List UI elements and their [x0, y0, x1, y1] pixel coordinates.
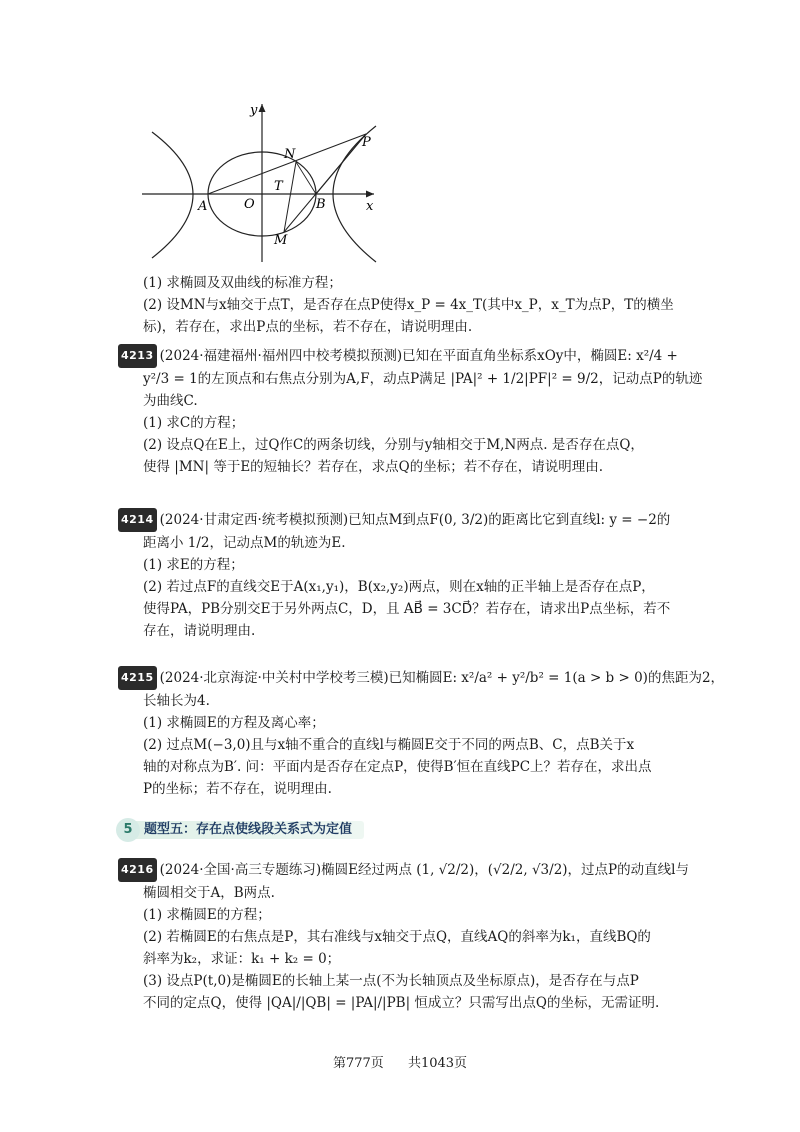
problem-line: P的坐标；若不存在，说明理由.: [143, 781, 332, 797]
top-questions: [143, 272, 683, 338]
problem-line: (2) 若过点F的直线交E于A(x₁,y₁)，B(x₂,y₂)两点，则在x轴的正半轴上是否存在点P，: [143, 579, 655, 595]
problem-4215: [118, 666, 725, 800]
line-mn: [284, 162, 296, 232]
line-bn: [296, 162, 316, 194]
problem-line: 斜率为k₂，求证：k₁ + k₂ = 0；: [143, 951, 341, 967]
total-pages: 共1043页: [407, 1056, 468, 1071]
problem-number-badge: 4215: [118, 666, 157, 690]
label-y: y: [250, 103, 258, 118]
question-line: (2) 设MN与x轴交于点T，是否存在点P使得x_P = 4x_T(其中x_P，x_T为点P，T的横坐: [143, 297, 674, 313]
problem-line: 使得PA，PB分别交E于另外两点C，D，且 AB⃗ = 3CD⃗？若存在，请求出P点坐标，若不: [143, 601, 671, 617]
problem-line: (2024·北京海淀·中关村中学校考三模)已知椭圆E: x²/a² + y²/b² = 1(a > b > 0)的焦距为2，: [159, 670, 725, 686]
problem-line: 不同的定点Q，使得 |QA|/|QB| = |PA|/|PB| 恒成立？只需写出点Q的坐标，无需证明.: [143, 995, 660, 1011]
page-footer: [0, 1052, 800, 1071]
problem-line: 存在，请说明理由.: [143, 623, 256, 639]
ellipse-hyperbola-figure: [138, 96, 388, 266]
section-title: 题型五：存在点使线段关系式为定值: [130, 821, 364, 839]
problem-number-badge: 4214: [118, 508, 157, 532]
problem-line: 长轴长为4.: [143, 693, 210, 709]
label-m: M: [274, 233, 288, 248]
problem-line: 使得 |MN| 等于E的短轴长？若存在，求点Q的坐标；若不存在，请说明理由.: [143, 459, 604, 475]
problem-line: (3) 设点P(t,0)是椭圆E的长轴上某一点(不为长轴顶点及坐标原点)，是否存在与点P: [143, 973, 639, 989]
problem-line: (2024·全国·高三专题练习)椭圆E经过两点 (1, √2/2)，(√2/2, √3/2)，过点P的动直线l与: [159, 862, 689, 878]
hyperbola-left-branch: [152, 132, 193, 258]
problem-line: (1) 求C的方程；: [143, 415, 245, 431]
problem-4214: [118, 508, 684, 642]
question-line: 标)，若存在，求出P点的坐标，若不存在，请说明理由.: [143, 319, 473, 335]
problem-line: 轴的对称点为B′. 问：平面内是否存在定点P，使得B′恒在直线PC上？若存在，求出点: [143, 759, 652, 775]
label-o: O: [244, 197, 255, 212]
problem-line: (2024·福建福州·福州四中校考模拟预测)已知在平面直角坐标系xOy中，椭圆E: x²/4 +: [159, 348, 678, 364]
section-header: [116, 818, 386, 842]
y-axis-arrow: [259, 104, 266, 112]
problem-number-badge: 4216: [118, 858, 157, 882]
line-ap: [208, 134, 366, 194]
problem-line: 距离小 1/2，记动点M的轨迹为E.: [143, 535, 346, 551]
problem-line: 椭圆相交于A，B两点.: [143, 885, 275, 901]
problem-number-badge: 4213: [118, 344, 157, 368]
label-t: T: [274, 179, 283, 194]
problem-line: (1) 求E的方程；: [143, 557, 244, 573]
label-p: P: [362, 135, 371, 150]
section-number-icon: 5: [116, 818, 140, 842]
problem-line: (2) 设点Q在E上，过Q作C的两条切线，分别与y轴相交于M,N两点. 是否存在点Q，: [143, 437, 644, 453]
problem-line: (1) 求椭圆E的方程及离心率；: [143, 715, 325, 731]
problem-line: (1) 求椭圆E的方程；: [143, 907, 271, 923]
problem-line: y²/3 = 1的左顶点和右焦点分别为A,F，动点P满足 |PA|² + 1/2|PF|² = 9/2，记动点P的轨迹: [143, 371, 703, 387]
label-b: B: [316, 197, 326, 212]
x-axis-arrow: [366, 191, 374, 198]
problem-4216: [118, 858, 689, 1014]
label-a: A: [198, 199, 208, 214]
problem-line: 为曲线C.: [143, 393, 198, 409]
problem-line: (2) 过点M(−3,0)且与x轴不重合的直线l与椭圆E交于不同的两点B、C，点B关于x: [143, 737, 635, 753]
question-line: (1) 求椭圆及双曲线的标准方程；: [143, 275, 342, 291]
label-x: x: [366, 199, 374, 214]
line-mp: [284, 134, 366, 232]
page-number: 第777页: [332, 1056, 384, 1071]
problem-line: (2) 若椭圆E的右焦点是P，其右准线与x轴交于点Q，直线AQ的斜率为k₁，直线BQ的: [143, 929, 651, 945]
problem-4213: [118, 344, 703, 478]
problem-line: (2024·甘肃定西·统考模拟预测)已知点M到点F(0, 3/2)的距离比它到直线l: y = −2的: [159, 512, 671, 528]
label-n: N: [284, 147, 296, 162]
